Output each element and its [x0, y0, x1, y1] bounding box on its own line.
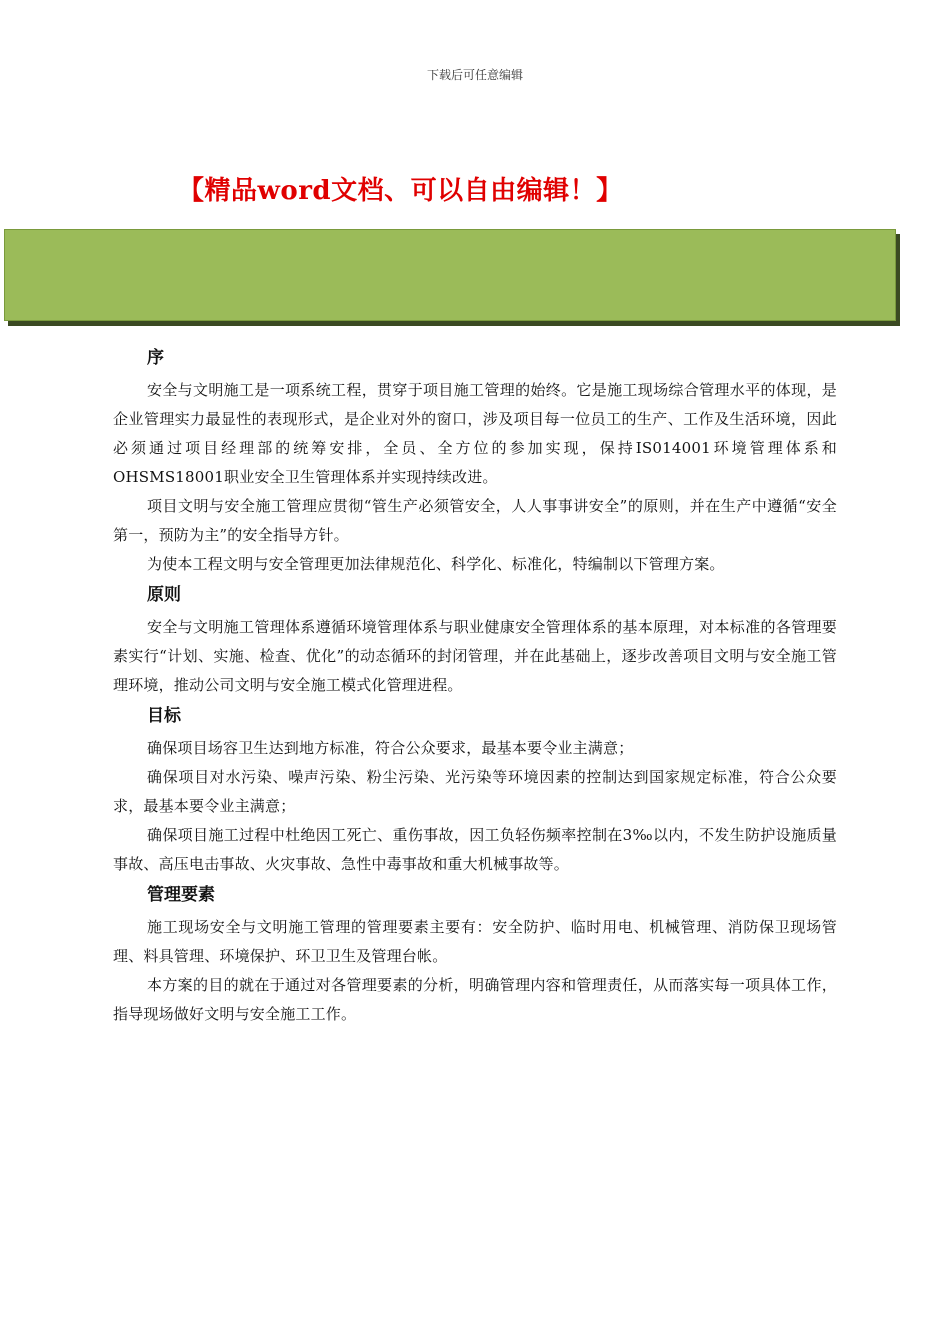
paragraph: 确保项目场容卫生达到地方标准，符合公众要求，最基本要令业主满意；: [147, 739, 634, 757]
paragraph: 施工现场安全与文明施工管理的管理要素主要有：安全防护、临时用电、机械管理、消防保卫现场管理、料具管理、环境保护、环卫卫生及管理台帐。: [113, 918, 837, 965]
paragraph: 本方案的目的就在于通过对各管理要素的分析，明确管理内容和管理责任，从而落实每一项具体工作，指导现场做好文明与安全施工工作。: [113, 976, 837, 1023]
section-management-elements: [113, 881, 837, 1029]
page-header: 下载后可任意编辑: [426, 68, 523, 82]
promo-title: 【精品word文档、可以自由编辑！】: [178, 176, 623, 206]
paragraph: 安全与文明施工管理体系遵循环境管理体系与职业健康安全管理体系的基本原理，对本标准的各管理要素实行“计划、实施、检查、优化”的动态循环的封闭管理，并在此基础上，逐步改善项目文明与安全施工管理环境，推动公司文明与安全施工模式化管理进程。: [113, 618, 837, 694]
green-banner: [4, 229, 896, 321]
paragraph: 项目文明与安全施工管理应贯彻“管生产必须管安全，人人事事讲安全”的原则，并在生产中遵循“安全第一，预防为主”的安全指导方针。: [113, 497, 837, 544]
paragraph: 安全与文明施工是一项系统工程，贯穿于项目施工管理的始终。它是施工现场综合管理水平的体现，是企业管理实力最显性的表现形式，是企业对外的窗口，涉及项目每一位员工的生产、工作及生活环境，因此必须通过项目经理部的统筹安排，全员、全方位的参加实现，保持IS014001环境管理体系和OHSMS18001职业安全卫生管理体系并实现持续改进。: [113, 381, 837, 486]
document-body: [113, 344, 837, 1031]
section-heading: 序: [147, 348, 164, 368]
section-heading: 原则: [147, 585, 181, 605]
section-heading: 目标: [147, 706, 181, 726]
paragraph: 为使本工程文明与安全管理更加法律规范化、科学化、标准化，特编制以下管理方案。: [147, 555, 725, 573]
section-heading: 管理要素: [147, 885, 215, 905]
section-principles: [113, 581, 837, 700]
section-preface: [113, 344, 837, 579]
paragraph: 确保项目施工过程中杜绝因工死亡、重伤事故，因工负轻伤频率控制在3‰以内，不发生防护设施质量事故、高压电击事故、火灾事故、急性中毒事故和重大机械事故等。: [113, 826, 837, 873]
section-goals: [113, 702, 837, 879]
paragraph: 确保项目对水污染、噪声污染、粉尘污染、光污染等环境因素的控制达到国家规定标准，符合公众要求，最基本要令业主满意；: [113, 768, 837, 815]
